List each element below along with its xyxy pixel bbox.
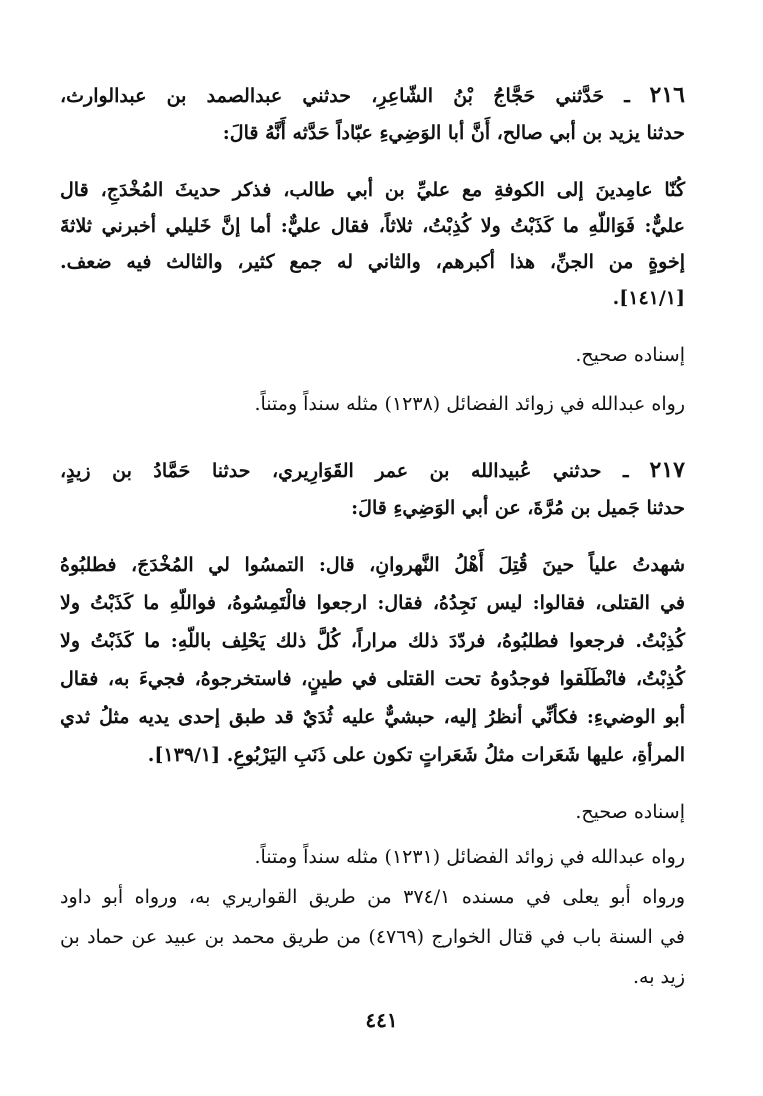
hadith-216-number: ٢١٦ <box>649 82 685 108</box>
hadith-217-takhrij: رواه عبدالله في زوائد الفضائل (١٢٣١) مثله سنداً ومتناً. <box>254 846 685 868</box>
hadith-216-isnad-text: ـ حَدَّثني حَجَّاجُ بْنُ الشّاعِرِ، حدثني عبدالصمد بن عبدالوارث، <box>60 85 630 107</box>
hadith-217-note-line: في السنة باب في قتال الخوارج (٤٧٦٩) من طريق محمد بن عبيد عن حماد بن <box>60 926 685 948</box>
hadith-217-isnad-line1 <box>60 455 685 486</box>
hadith-216-matn-line: عليٌّ: فَوَاللّهِ ما كَذَبْتُ ولا كُذِبْتُ، ثلاثاً، فقال عليٌّ: أما إنَّ خَليلي أخبرني ثلاثةَ <box>60 215 685 237</box>
hadith-217-isnad-text: ـ حدثني عُبيدالله بن عمر القَوَارِيري، حدثنا حَمَّادُ بن زيدٍ، <box>60 460 629 482</box>
hadith-217-matn-line: المرأةِ، عليها شَعَرات مثلُ شَعَراتٍ تكون على ذَنَبِ اليَرْبُوعِ. [١٣٩/١]. <box>147 744 685 766</box>
hadith-217-number: ٢١٧ <box>649 457 685 483</box>
hadith-217-matn-line: في القتلى، فقالوا: ليس نَجِدُهُ، فقال: ارجعوا فالْتَمِسُوهُ، فواللّهِ ما كَذَبْتُ ولا <box>60 592 685 614</box>
hadith-216-takhrij: رواه عبدالله في زوائد الفضائل (١٢٣٨) مثله سنداً ومتناً. <box>254 393 685 415</box>
hadith-217-matn-line: كُذِبْتُ. فرجعوا فطلبُوهُ، فردّدَ ذلك مراراً، كُلَّ ذلك يَحْلِف باللّهِ: ما كَذَبْتُ ولا <box>60 630 685 652</box>
hadith-216-matn-line: كُنّا عامِدينَ إلى الكوفةِ مع عليِّ بن أبي طالب، فذكر حديثَ المُخْدَجِ، قال <box>60 179 685 201</box>
hadith-217-grade: إسناده صحيح. <box>575 801 685 823</box>
hadith-217-note-line: ورواه أبو يعلى في مسنده ٣٧٤/١ من طريق القواريري به، ورواه أبو داود <box>60 886 685 908</box>
hadith-216-isnad-line1 <box>60 80 685 111</box>
hadith-217-matn-line: أبو الوضيءِ: فكأنِّي أنظرُ إليه، حبشيٌّ عليه ثُدَيٌ قد طبق إحدى يديه مثلُ ثدي <box>60 706 685 728</box>
hadith-216-isnad-line2: حدثنا يزيد بن أبي صالح، أَنَّ أبا الوَضِيءِ عبّاداً حَدَّثه أَنَّهُ قالَ: <box>222 122 685 144</box>
hadith-217-note-line: زيد به. <box>633 966 685 988</box>
hadith-217-matn-line: شهدتُ علياً حينَ قُتِلَ أَهْلُ النَّهروانِ، قال: التمسُوا لي المُخْدَجَ، فطلبُوهُ <box>60 554 685 576</box>
hadith-216-matn-line: إخوةٍ من الجنِّ، هذا أكبرهم، والثاني له جمع كثير، والثالث فيه ضعف. <box>60 251 685 273</box>
hadith-217-matn-line: كُذِبْتُ، فانْطَلَقوا فوجدُوهُ تحت القتلى في طينٍ، فاستخرجوهُ، فجيءَ به، فقال <box>60 668 685 690</box>
page-number: ٤٤١ <box>365 1008 398 1032</box>
hadith-217-isnad-line2: حدثنا جَميل بن مُرَّةَ، عن أبي الوَضِيءِ قالَ: <box>351 497 685 519</box>
hadith-216-matn-ref: [١٤١/١]. <box>612 287 685 309</box>
hadith-216-grade: إسناده صحيح. <box>575 344 685 366</box>
